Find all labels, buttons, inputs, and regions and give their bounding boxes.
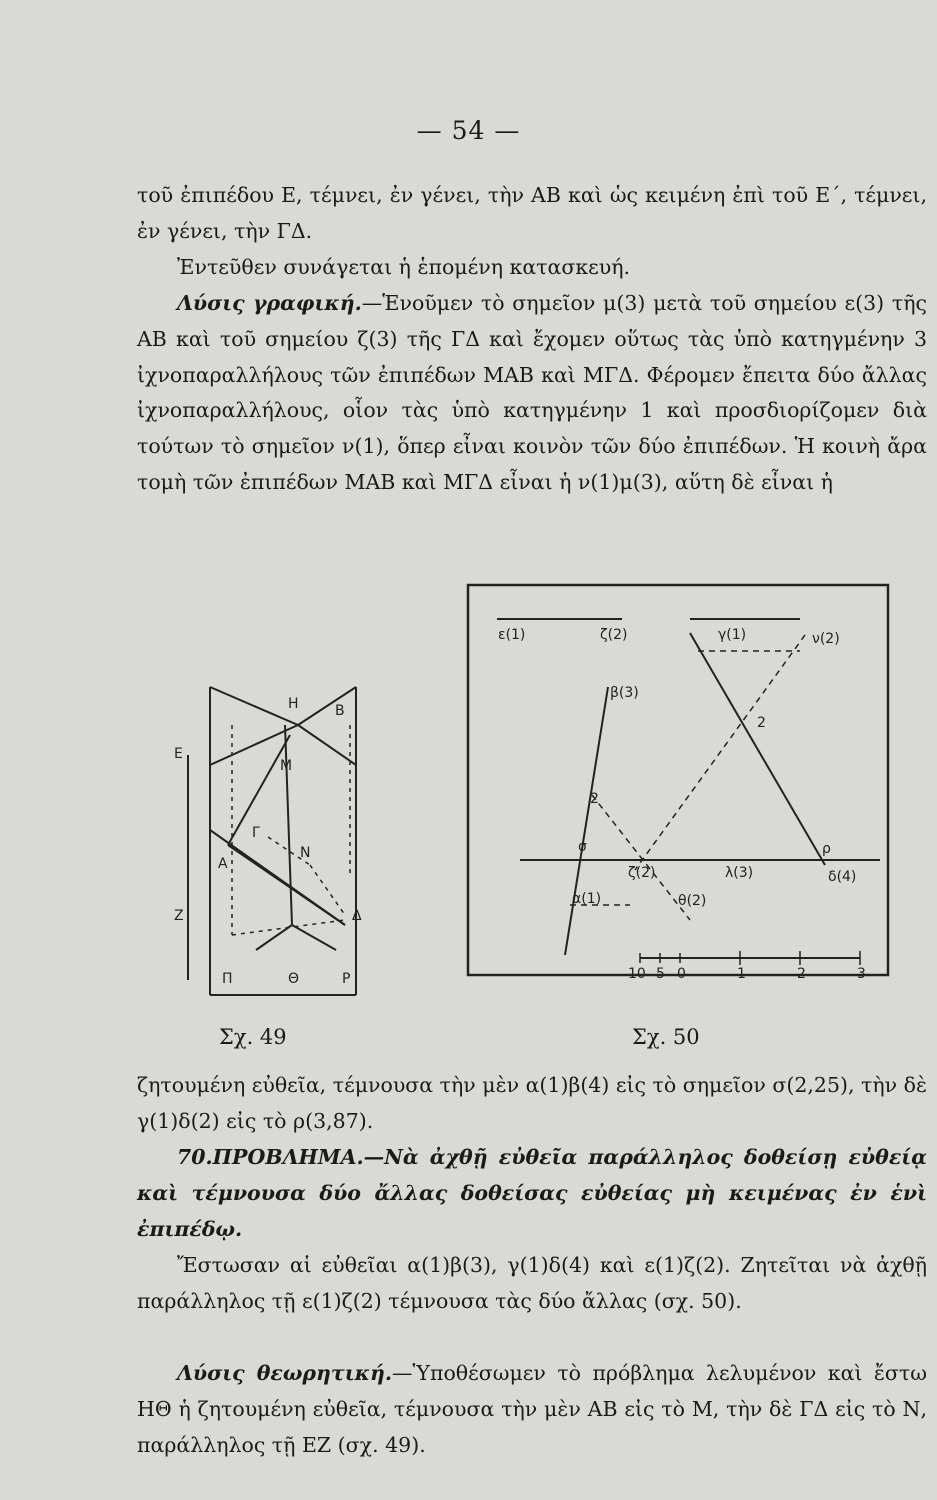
fig49-label-r: P xyxy=(342,971,351,987)
fig50-scale-5: 5 xyxy=(656,966,665,982)
figure-50-caption: Σχ. 50 xyxy=(632,1025,700,1049)
paragraph-result xyxy=(137,1068,927,1140)
fig50-label-b3: β(3) xyxy=(610,685,639,701)
fig49-label-g: Γ xyxy=(252,825,260,841)
fig50-label-n2: ν(2) xyxy=(812,631,840,647)
fig50-label-th2: θ(2) xyxy=(678,893,707,909)
fig50-label-2b: 2 xyxy=(590,791,599,807)
fig50-scale-3: 3 xyxy=(857,966,866,982)
paragraph-text: —Ἑνοῦμεν τὸ σημεῖον μ(3) μετὰ τοῦ σημείου ε(3) τῆς ΑΒ καὶ τοῦ σημείου ζ(3) τῆς ΓΔ καὶ ἔχομεν οὕτως τὰς ὑπὸ κατηγμένην 3 ἰχνοπαραλλήλους τῶν ἐπιπέδων ΜΑΒ καὶ ΜΓΔ. Φέρομεν ἔπειτα δύο ἄλλας ἰχνοπαραλλήλους, οἷον τὰς ὑπὸ κατηγμένην 1 καὶ προσδιορίζομεν διὰ τούτων τὸ σημεῖον ν(1), ὅπερ εἶναι κοινὸν τῶν δύο ἐπιπέδων. Ἡ κοινὴ ἄρα τομὴ τῶν ἐπιπέδων ΜΑΒ καὶ ΜΓΔ εἶναι ἡ ν(1)μ(3), αὕτη δὲ εἶναι ἡ xyxy=(137,291,927,494)
paragraph-continuation xyxy=(137,178,927,250)
fig49-label-m: M xyxy=(280,758,293,774)
section-heading: Λύσις γραφική. xyxy=(177,291,362,315)
page-number: — 54 — xyxy=(416,116,521,145)
section-heading: Λύσις θεωρητική. xyxy=(177,1361,393,1385)
fig50-label-e1: ε(1) xyxy=(498,627,526,643)
fig50-scale-0: 0 xyxy=(677,966,686,982)
paragraph-text: —Ὑποθέσωμεν τὸ πρόβλημα λελυμένον καὶ ἔστω ΗΘ ἡ ζητουμένη εὐθεῖα, τέμνουσα τὴν μὲν ΑΒ εἰς τὸ Μ, τὴν δὲ ΓΔ εἰς τὸ Ν, παράλληλος τῇ ΕΖ (σχ. 49). xyxy=(137,1361,927,1457)
fig49-label-d: Δ xyxy=(352,908,362,924)
figures-block xyxy=(160,575,920,1095)
paragraph-given xyxy=(137,1248,927,1320)
paragraph-consequence xyxy=(137,250,927,286)
fig50-label-l3: λ(3) xyxy=(725,865,754,881)
paragraph-text: τοῦ ἐπιπέδου Ε, τέμνει, ἐν γένει, τὴν ΑΒ καὶ ὡς κειμένη ἐπὶ τοῦ Ε΄, τέμνει, ἐν γένει, τὴν ΓΔ. xyxy=(137,183,927,243)
problem-heading: 70.ΠΡΟΒΛΗΜΑ.—Νὰ ἀχθῇ εὐθεῖα παράλληλος δοθείσῃ εὐθείᾳ καὶ τέμνουσα δύο ἄλλας δοθείσας εὐθείας μὴ κειμένας ἐν ἑνὶ ἐπιπέδῳ. xyxy=(137,1145,927,1241)
fig49-label-b: B xyxy=(335,703,345,719)
figure-49-diagram xyxy=(160,575,920,1095)
figure-49-caption: Σχ. 49 xyxy=(219,1025,287,1049)
paragraph-text: Ἔστωσαν αἱ εὐθεῖαι α(1)β(3), γ(1)δ(4) καὶ ε(1)ζ(2). Ζητεῖται νὰ ἀχθῇ παράλληλος τῇ ε(1)ζ(2) τέμνουσα τὰς δύο ἄλλας (σχ. 50). xyxy=(137,1253,927,1313)
fig50-label-2a: 2 xyxy=(757,715,766,731)
fig49-label-z: Z xyxy=(174,908,184,924)
fig49-label-h: H xyxy=(288,696,299,712)
fig49-label-th: Θ xyxy=(288,971,300,987)
fig50-label-z2b: ζ(2) xyxy=(628,865,656,881)
fig49-label-n: N xyxy=(300,845,311,861)
paragraph-text: Ἐντεῦθεν συνάγεται ἡ ἑπομένη κατασκευή. xyxy=(177,255,631,279)
fig50-scale-10: 10 xyxy=(628,966,646,982)
paragraph-text: ζητουμένη εὐθεῖα, τέμνουσα τὴν μὲν α(1)β(4) εἰς τὸ σημεῖον σ(2,25), τὴν δὲ γ(1)δ(2) εἰς τὸ ρ(3,87). xyxy=(137,1073,927,1133)
fig50-label-g1: γ(1) xyxy=(718,627,747,643)
fig50-label-a1: α(1) xyxy=(572,891,602,907)
paragraph-problem-70 xyxy=(137,1140,927,1247)
fig50-scale-1: 1 xyxy=(737,966,746,982)
fig49-label-e: E xyxy=(174,746,183,762)
fig50-scale-2: 2 xyxy=(797,966,806,982)
fig50-label-sigma: σ xyxy=(578,839,587,855)
fig49-label-p: Π xyxy=(222,971,233,987)
fig49-label-a: A xyxy=(218,856,228,872)
paragraph-theoretical-solution xyxy=(137,1356,927,1463)
fig50-label-z2: ζ(2) xyxy=(600,627,628,643)
fig50-label-r: ρ xyxy=(822,841,831,857)
paragraph-graphic-solution xyxy=(137,286,927,501)
fig50-label-d4: δ(4) xyxy=(828,869,857,885)
